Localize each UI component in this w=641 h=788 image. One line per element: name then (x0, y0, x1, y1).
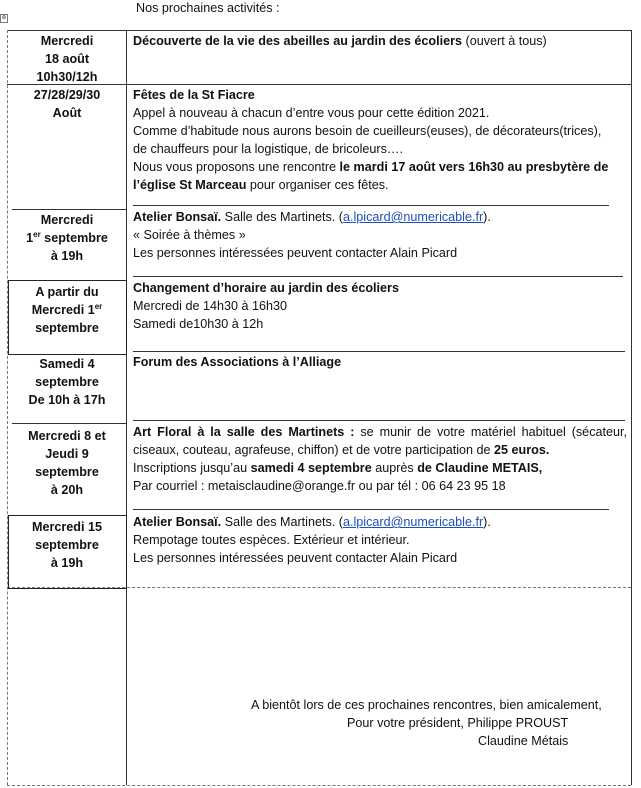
event-horaire: Changement d’horaire au jardin des écoliers Mercredi de 14h30 à 16h30 Samedi de10h30 à 12h (133, 281, 399, 331)
content-separator (133, 276, 623, 277)
event-bonsai-1: Atelier Bonsaï. Salle des Martinets. (a.lpicard@numericable.fr). « Soirée à thèmes » Les personnes intéressées peuvent contacter Alain Picard (133, 210, 491, 260)
event-title: Découverte de la vie des abeilles au jardin des écoliers (133, 34, 462, 48)
event-title: Fêtes de la St Fiacre (133, 88, 255, 102)
event-date-bonsai-2: Mercredi 15 septembre à 19h (31, 520, 102, 570)
event-forum (133, 353, 627, 371)
content-separator (133, 509, 609, 510)
event-title: Changement d’horaire au jardin des écoliers (133, 281, 399, 295)
event-bonsai-2: Atelier Bonsaï. Salle des Martinets. (a.lpicard@numericable.fr). Rempotage toutes espèces. Extérieur et intérieur. Les personnes intéressées peuvent contacter Alain Picard (133, 515, 491, 565)
table-border-top (7, 30, 631, 31)
event-date-abeilles: Mercredi 18 août 10h30/12h (36, 34, 98, 84)
table-column-divider (126, 30, 127, 785)
event-title: Atelier Bonsaï. (133, 210, 222, 224)
event-date-horaire: A partir du Mercredi 1er septembre (31, 285, 103, 335)
closing-signature-name: Claudine Métais (478, 734, 569, 748)
email-link[interactable]: a.lpicard@numericable.fr (342, 210, 484, 224)
event-date-art-floral: Mercredi 8 et Jeudi 9 septembre à 20h (28, 429, 106, 497)
date-separator (12, 423, 126, 424)
table-border-bottom (7, 785, 631, 786)
closing-line: A bientôt lors de ces prochaines rencontres, bien amicalement, (251, 698, 602, 712)
date-separator (12, 209, 126, 210)
event-abeilles: Découverte de la vie des abeilles au jardin des écoliers (ouvert à tous) (133, 34, 547, 48)
event-st-fiacre: Fêtes de la St Fiacre Appel à nouveau à chacun d’entre vous pour cette édition 2021. Comme d’habitude nous aurons besoin de cueilleurs(euses), de décorateurs(trices), de chauffeurs pour la logistique, de bricoleurs…. Nous vous proposons une rencontre le mardi 17 août vers 16h30 au presbytère de l’église St Marceau pour organiser ces fêtes. (133, 88, 609, 192)
event-date-bonsai-1: Mercredi 1er septembre à 19h (26, 213, 108, 263)
event-title: Art Floral à la salle des Martinets : (133, 425, 355, 439)
event-title: Forum des Associations à l’Alliage (133, 355, 342, 369)
email-link[interactable]: a.lpicard@numericable.fr (342, 515, 484, 529)
event-art-floral: Art Floral à la salle des Martinets : se munir de votre matériel habituel (sécateur, ciseaux, couteau, agrafeuse, chiffon) et de votre participation de 25 euros. Inscriptions jusqu’au samedi 4 septembre auprès de Claudine METAIS, Par courriel : metaisclaudine@orange.fr ou par tél : 06 64 23 95 18 (133, 425, 627, 493)
content-separator (133, 420, 625, 421)
event-date-forum: Samedi 4 septembre De 10h à 17h (28, 357, 106, 407)
event-title: Atelier Bonsaï. (133, 515, 222, 529)
table-move-handle-icon[interactable]: ⊕ (1, 15, 7, 21)
closing-signature-president: Pour votre président, Philippe PROUST (347, 716, 569, 730)
content-separator (133, 205, 609, 206)
page-title: Nos prochaines activités : (136, 1, 280, 15)
event-date-st-fiacre: 27/28/29/30 Août (33, 88, 101, 120)
content-separator (133, 351, 625, 352)
table-border-right (631, 30, 632, 785)
